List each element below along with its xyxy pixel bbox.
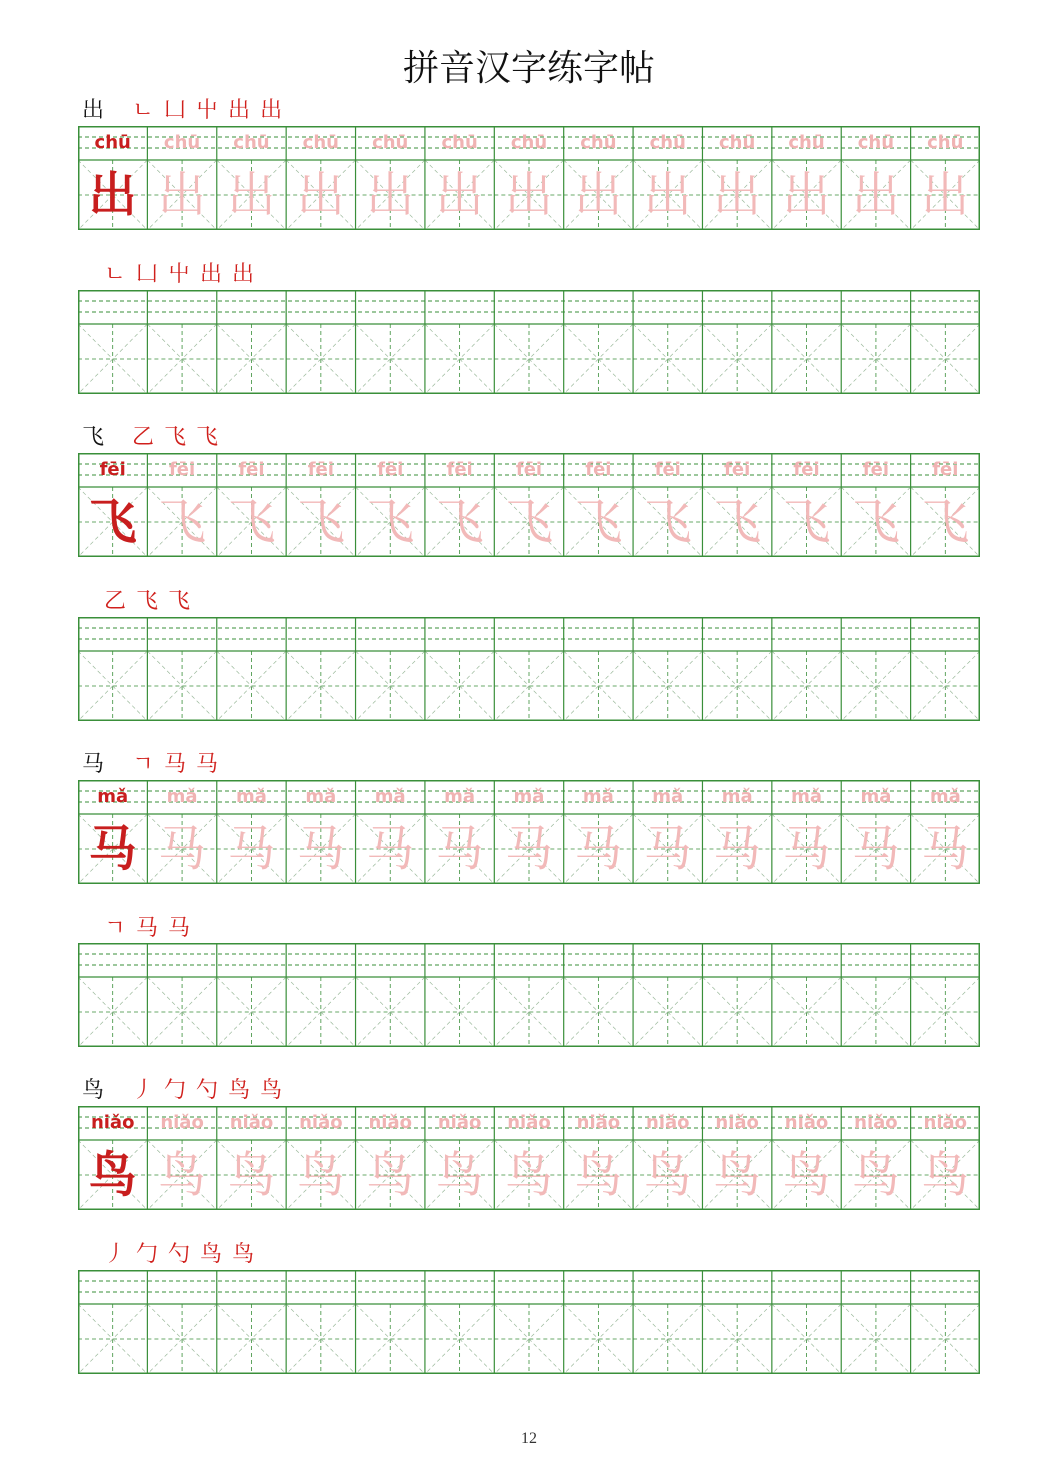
stroke-step: 凵 [164, 98, 187, 123]
model-pinyin: fēi [99, 459, 126, 480]
trace-character[interactable]: 鸟 [504, 1147, 553, 1203]
practice-row[interactable] [78, 943, 980, 1047]
trace-character[interactable]: 马 [921, 821, 970, 877]
trace-character[interactable]: 鸟 [574, 1147, 623, 1203]
trace-pinyin[interactable]: fēi [446, 459, 473, 480]
model-row [78, 453, 980, 557]
trace-character[interactable]: 鸟 [643, 1147, 692, 1203]
trace-character[interactable]: 鸟 [227, 1147, 276, 1203]
model-character: 飞 [88, 494, 137, 550]
trace-character[interactable]: 出 [713, 167, 762, 223]
trace-pinyin[interactable]: mǎ [444, 786, 476, 807]
stroke-step: 勹 [164, 1078, 187, 1103]
tianzige-grid [78, 1270, 980, 1374]
stroke-step: 屮 [196, 98, 219, 123]
trace-pinyin[interactable]: fēi [377, 459, 404, 480]
stroke-step: 鸟 [228, 1078, 251, 1103]
trace-pinyin[interactable]: chū [372, 132, 409, 153]
stroke-step: ㄴ [132, 98, 154, 123]
trace-character[interactable]: 马 [158, 821, 207, 877]
trace-pinyin[interactable]: fēi [932, 459, 959, 480]
stroke-step: 凵 [136, 262, 159, 287]
trace-pinyin[interactable]: niǎo [784, 1112, 829, 1133]
trace-pinyin[interactable]: mǎ [166, 786, 198, 807]
trace-character[interactable]: 飞 [366, 494, 415, 550]
trace-character[interactable]: 马 [643, 821, 692, 877]
stroke-step: 出 [228, 98, 251, 123]
stroke-step: ㄴ [104, 262, 126, 287]
trace-character[interactable]: 马 [782, 821, 831, 877]
trace-character[interactable]: 飞 [435, 494, 484, 550]
stroke-order-row [82, 419, 218, 451]
model-row [78, 1106, 980, 1210]
stroke-step: 勹 [136, 1242, 159, 1267]
trace-character[interactable]: 出 [574, 167, 623, 223]
stroke-step: 马 [168, 916, 191, 941]
trace-pinyin[interactable]: niǎo [229, 1112, 274, 1133]
trace-pinyin[interactable]: niǎo [854, 1112, 898, 1133]
trace-pinyin[interactable]: mǎ [305, 786, 337, 807]
trace-pinyin[interactable]: niǎo [299, 1112, 343, 1133]
trace-pinyin[interactable]: chū [233, 132, 270, 153]
trace-pinyin[interactable]: niǎo [437, 1112, 482, 1133]
trace-pinyin[interactable]: chū [788, 132, 825, 153]
trace-pinyin[interactable]: fēi [793, 459, 820, 480]
trace-pinyin[interactable]: niǎo [576, 1112, 621, 1133]
trace-pinyin[interactable]: chū [649, 132, 686, 153]
stroke-step: 鸟 [260, 1078, 283, 1103]
trace-pinyin[interactable]: chū [580, 132, 617, 153]
trace-character[interactable]: 飞 [921, 494, 970, 550]
trace-pinyin[interactable]: fēi [862, 459, 890, 480]
trace-pinyin[interactable]: chū [302, 132, 339, 153]
trace-character[interactable]: 飞 [158, 494, 207, 550]
trace-pinyin[interactable]: chū [441, 132, 478, 153]
trace-pinyin[interactable]: mǎ [652, 786, 684, 807]
trace-pinyin[interactable]: fēi [168, 459, 196, 480]
trace-character[interactable]: 鸟 [366, 1147, 415, 1203]
trace-pinyin[interactable]: fēi [515, 459, 543, 480]
trace-character[interactable]: 飞 [574, 494, 623, 550]
practice-row[interactable] [78, 617, 980, 721]
model-row [78, 126, 980, 230]
trace-character[interactable]: 出 [158, 167, 207, 223]
trace-character[interactable]: 马 [504, 821, 553, 877]
trace-character[interactable]: 马 [713, 821, 762, 877]
stroke-order-row [104, 256, 254, 288]
stroke-step: 勺 [196, 1078, 219, 1103]
trace-pinyin[interactable]: niǎo [368, 1112, 412, 1133]
trace-character[interactable]: 出 [782, 167, 831, 223]
tianzige-grid [78, 943, 980, 1047]
trace-character[interactable]: 飞 [643, 494, 692, 550]
trace-character[interactable]: 出 [435, 167, 484, 223]
model-character: 马 [88, 821, 137, 877]
trace-character[interactable]: 鸟 [158, 1147, 207, 1203]
trace-character[interactable]: 马 [227, 821, 276, 877]
trace-character[interactable]: 马 [574, 821, 623, 877]
stroke-step: 马 [164, 752, 187, 777]
trace-pinyin[interactable]: niǎo [160, 1112, 204, 1133]
trace-character[interactable]: 飞 [227, 494, 276, 550]
stroke-step: 鸟 [200, 1242, 223, 1267]
page-title: 拼音汉字练字帖 [402, 48, 655, 89]
trace-pinyin[interactable]: mǎ [582, 786, 614, 807]
character-label: 出 [82, 98, 105, 123]
character-label: 鸟 [82, 1078, 105, 1103]
trace-character[interactable]: 出 [921, 167, 970, 223]
stroke-step: ㄱ [132, 752, 154, 777]
trace-character[interactable]: 马 [366, 821, 415, 877]
trace-character[interactable]: 出 [643, 167, 692, 223]
page-number: 12 [521, 1430, 537, 1447]
trace-pinyin[interactable]: mǎ [236, 786, 267, 807]
trace-pinyin[interactable]: fēi [307, 459, 334, 480]
stroke-step: 丿 [132, 1078, 155, 1103]
stroke-step: 乙 [104, 589, 127, 614]
stroke-step: 出 [232, 262, 255, 287]
stroke-step: 出 [200, 262, 223, 287]
tianzige-grid [78, 290, 980, 394]
trace-character[interactable]: 鸟 [921, 1147, 970, 1203]
trace-character[interactable]: 鸟 [782, 1147, 831, 1203]
model-character: 鸟 [88, 1147, 137, 1203]
stroke-order-row [104, 910, 190, 942]
trace-character[interactable]: 出 [504, 167, 553, 223]
character-label: 马 [82, 752, 105, 777]
trace-pinyin[interactable]: niǎo [646, 1112, 690, 1133]
trace-character[interactable]: 马 [296, 821, 345, 877]
trace-pinyin[interactable]: niǎo [715, 1112, 759, 1133]
trace-pinyin[interactable]: fēi [238, 459, 265, 480]
stroke-step: 乙 [132, 425, 155, 450]
stroke-step: 飞 [168, 589, 191, 614]
trace-pinyin[interactable]: fēi [724, 459, 751, 480]
trace-pinyin[interactable]: mǎ [791, 786, 822, 807]
stroke-step: 飞 [196, 425, 219, 450]
trace-character[interactable]: 出 [296, 167, 345, 223]
trace-character[interactable]: 飞 [851, 494, 900, 550]
trace-pinyin[interactable]: chū [857, 132, 895, 153]
trace-character[interactable]: 飞 [782, 494, 831, 550]
trace-pinyin[interactable]: mǎ [860, 786, 892, 807]
trace-pinyin[interactable]: chū [927, 132, 964, 153]
model-pinyin: mǎ [97, 786, 129, 807]
trace-pinyin[interactable]: chū [163, 132, 201, 153]
trace-pinyin[interactable]: mǎ [374, 786, 406, 807]
trace-pinyin[interactable]: mǎ [929, 786, 961, 807]
stroke-order-row [82, 92, 282, 124]
trace-pinyin[interactable]: fēi [585, 459, 612, 480]
trace-character[interactable]: 飞 [296, 494, 345, 550]
stroke-step: ㄱ [104, 916, 126, 941]
trace-pinyin[interactable]: fēi [654, 459, 681, 480]
stroke-step: 丿 [104, 1242, 127, 1267]
stroke-step: 屮 [168, 262, 191, 287]
stroke-order-row [82, 746, 218, 778]
trace-character[interactable]: 马 [435, 821, 484, 877]
stroke-step: 勺 [168, 1242, 191, 1267]
trace-character[interactable]: 马 [851, 821, 900, 877]
stroke-step: 马 [196, 752, 219, 777]
trace-character[interactable]: 飞 [504, 494, 553, 550]
practice-row[interactable] [78, 290, 980, 394]
model-character: 出 [88, 167, 137, 223]
stroke-order-row [104, 583, 190, 615]
model-row [78, 780, 980, 884]
trace-pinyin[interactable]: niǎo [507, 1112, 551, 1133]
trace-character[interactable]: 飞 [713, 494, 762, 550]
model-pinyin: niǎo [90, 1112, 135, 1133]
trace-character[interactable]: 鸟 [435, 1147, 484, 1203]
trace-pinyin[interactable]: niǎo [923, 1112, 968, 1133]
stroke-step: 鸟 [232, 1242, 255, 1267]
tianzige-grid [78, 617, 980, 721]
trace-pinyin[interactable]: mǎ [721, 786, 753, 807]
stroke-step: 飞 [164, 425, 187, 450]
practice-row[interactable] [78, 1270, 980, 1374]
trace-character[interactable]: 出 [227, 167, 276, 223]
trace-character[interactable]: 出 [366, 167, 415, 223]
stroke-step: 出 [260, 98, 283, 123]
stroke-order-row [82, 1072, 282, 1104]
trace-pinyin[interactable]: chū [718, 132, 756, 153]
stroke-order-row [104, 1236, 254, 1268]
trace-character[interactable]: 鸟 [851, 1147, 900, 1203]
trace-character[interactable]: 鸟 [713, 1147, 762, 1203]
model-pinyin: chū [94, 132, 131, 153]
trace-pinyin[interactable]: mǎ [513, 786, 545, 807]
trace-pinyin[interactable]: chū [510, 132, 548, 153]
trace-character[interactable]: 鸟 [296, 1147, 345, 1203]
character-label: 飞 [82, 425, 105, 450]
trace-character[interactable]: 出 [851, 167, 900, 223]
stroke-step: 马 [136, 916, 159, 941]
stroke-step: 飞 [136, 589, 159, 614]
